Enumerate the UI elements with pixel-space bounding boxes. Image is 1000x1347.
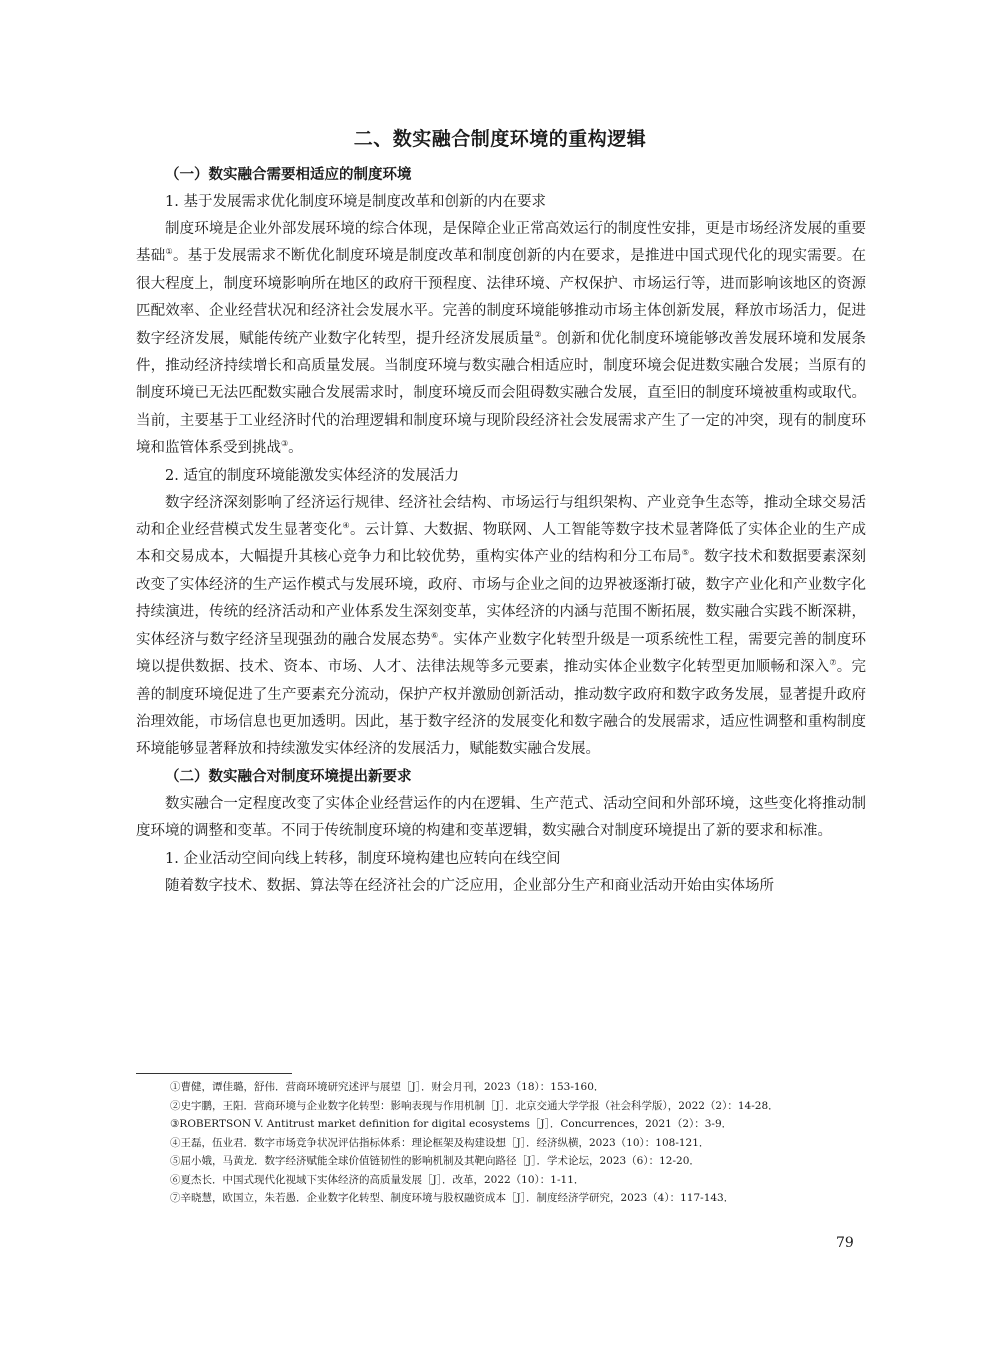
footnote-marker-6[interactable]: ⑥ xyxy=(431,630,439,640)
subheading-1-1: 1. 基于发展需求优化制度环境是制度改革和创新的内在要求 xyxy=(165,194,546,210)
footnote-marker-3[interactable]: ③ xyxy=(281,439,289,449)
footnote-marker-7[interactable]: ⑦ xyxy=(829,658,837,668)
footnote-2: ②史宇鹏，王阳．营商环境与企业数字化转型：影响表现与作用机制［J］．北京交通大学学报（社会科学版），2022（2）：14-28． xyxy=(170,1099,779,1112)
subheading-1-2: 2. 适宜的制度环境能激发实体经济的发展活力 xyxy=(165,467,459,484)
footnote-divider xyxy=(136,1073,292,1074)
section-heading-2: （二）数实融合对制度环境提出新要求 xyxy=(165,768,412,785)
footnote-4: ④王磊，伍业君．数字市场竞争状况评估指标体系：理论框架及构建设想［J］．经济纵横，2023（10）：108-121． xyxy=(170,1136,710,1149)
paragraph-1: 制度环境是企业外部发展环境的综合体现，是保障企业正常高效运行的制度性安排，更是市场经济发展的重要基础①。基于发展需求不断优化制度环境是制度改革和制度创新的内在要求，是推进中国式现代化的现实需要。在很大程度上，制度环境影响所在地区的政府干预程度、法律环境、产权保护、市场运行等，进而影响该地区的资源匹配效率、企业经营状况和经济社会发展水平。完善的制度环境能够推动市场主体创新发展，释放市场活力，促进数字经济发展，赋能传统产业数字化转型，提升经济发展质量②。创新和优化制度环境能够改善发展环境和发展条件，推动经济持续增长和高质量发展。当制度环境与数实融合相适应时，制度环境会促进数实融合发展；当原有的制度环境已无法匹配数实融合发展需求时，制度环境反而会阻碍数实融合发展，直至旧的制度环境被重构或取代。当前，主要基于工业经济时代的治理逻辑和制度环境与现阶段经济社会发展需求产生了一定的冲突，现有的制度环境和监管体系受到挑战③。 xyxy=(136,221,867,457)
section-title: 二、数实融合制度环境的重构逻辑 xyxy=(353,128,647,150)
footnote-1: ①曹健，谭佳璐，舒伟．营商环境研究述评与展望［J］．财会月刊，2023（18）：153-160． xyxy=(170,1081,605,1093)
footnotes xyxy=(170,1078,870,1208)
subheading-2-1: 1. 企业活动空间向线上转移，制度环境构建也应转向在线空间 xyxy=(165,850,561,867)
section-heading-1: （一）数实融合需要相适应的制度环境 xyxy=(165,167,412,183)
page-number: 79 xyxy=(836,1235,854,1251)
footnote-marker-2[interactable]: ② xyxy=(534,329,542,339)
body-text xyxy=(136,162,866,900)
footnote-marker-4[interactable]: ④ xyxy=(342,521,350,531)
footnote-marker-5[interactable]: ⑤ xyxy=(681,548,690,558)
footnote-6: ⑥夏杰长．中国式现代化视域下实体经济的高质量发展［J］．改革，2022（10）：1-11． xyxy=(170,1173,585,1186)
paragraph-3: 数实融合一定程度改变了实体企业经营运作的内在逻辑、生产范式、活动空间和外部环境，这些变化将推动制度环境的调整和变革。不同于传统制度环境的构建和变革逻辑，数实融合对制度环境提出了新的要求和标准。 xyxy=(136,795,866,840)
footnote-7: ⑦辛晓慧，欧国立，朱若愚．企业数字化转型、制度环境与股权融资成本［J］．制度经济学研究，2023（4）：117-143． xyxy=(170,1192,735,1204)
footnote-5: ⑤屈小娥，马黄龙．数字经济赋能全球价值链韧性的影响机制及其靶向路径［J］．学术论坛，2023（6）：12-20． xyxy=(170,1155,700,1167)
paragraph-4: 随着数字技术、数据、算法等在经济社会的广泛应用，企业部分生产和商业活动开始由实体场所 xyxy=(165,877,774,894)
footnote-3: ③ROBERTSON V. Antitrust market definition for digital ecosystems［J］．Concurrences，2021（2）：3-9． xyxy=(170,1118,733,1130)
footnote-marker-1[interactable]: ① xyxy=(165,247,173,257)
paragraph-2: 数字经济深刻影响了经济运行规律、经济社会结构、市场运行与组织架构、产业竞争生态等，推动全球交易活动和企业经营模式发生显著变化④。云计算、大数据、物联网、人工智能等数字技术显著降低了实体企业的生产成本和交易成本，大幅提升其核心竞争力和比较优势，重构实体产业的结构和分工布局⑤。数字技术和数据要素深刻改变了实体经济的生产运作模式与发展环境，政府、市场与企业之间的边界被逐渐打破，数字产业化和产业数字化持续演进，传统的经济活动和产业体系发生深刻变革，实体经济的内涵与范围不断拓展，数实融合实践不断深耕，实体经济与数字经济呈现强劲的融合发展态势⑥。实体产业数字化转型升级是一项系统性工程，需要完善的制度环境以提供数据、技术、资本、市场、人才、法律法规等多元要素，推动实体企业数字化转型更加顺畅和深入⑦。完善的制度环境促进了生产要素充分流动，保护产权并激励创新活动，推动数字政府和数字政务发展，显著提升政府治理效能，市场信息也更加透明。因此，基于数字经济的发展变化和数字融合的发展需求，适应性调整和重构制度环境能够显著释放和持续激发实体经济的发展活力，赋能数实融合发展。 xyxy=(136,494,867,758)
